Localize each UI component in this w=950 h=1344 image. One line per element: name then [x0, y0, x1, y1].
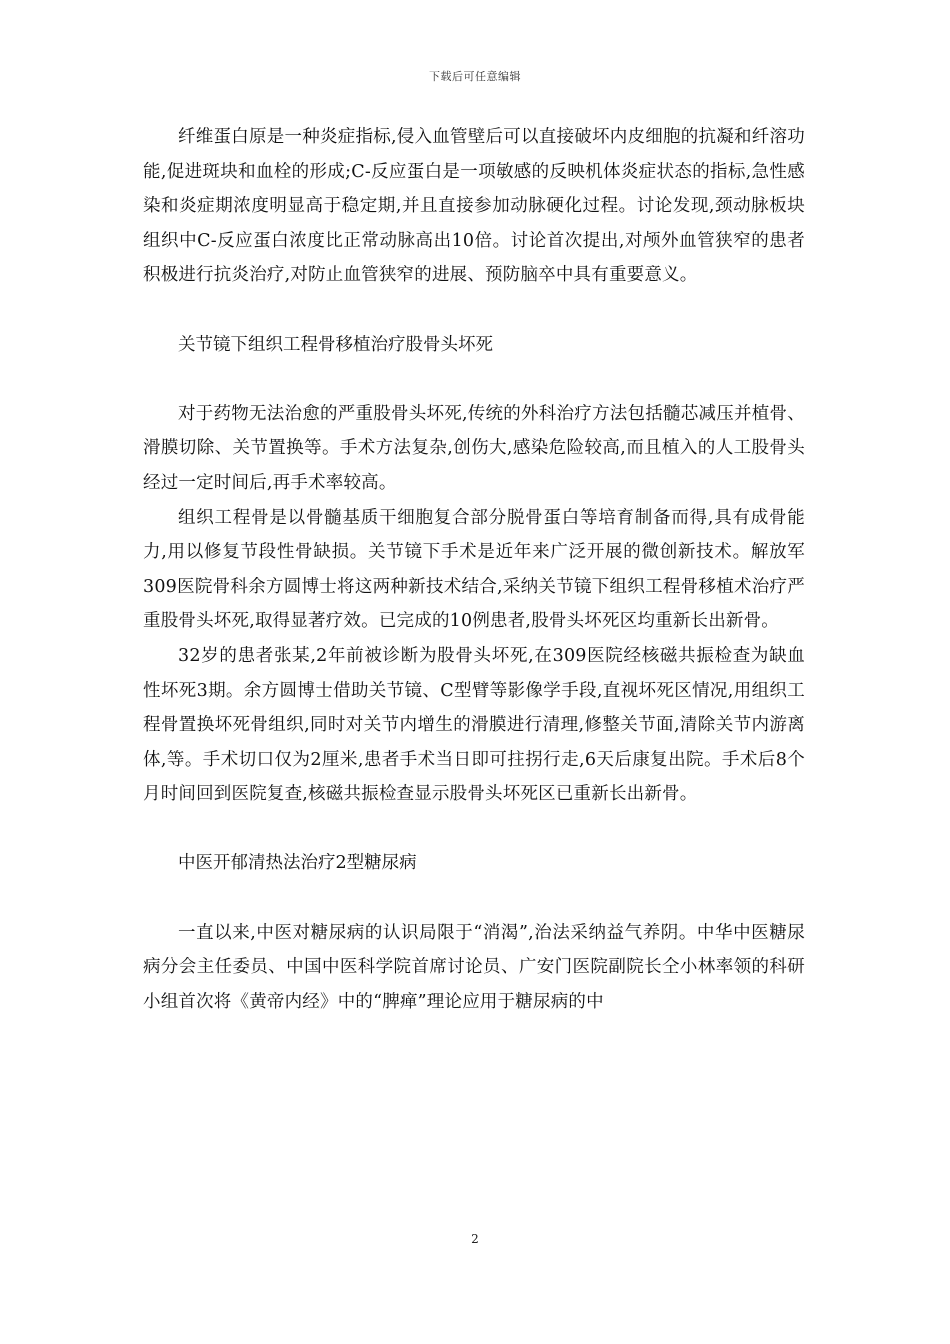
section-spacer — [143, 881, 805, 916]
page-header: 下载后可任意编辑 — [429, 70, 521, 83]
paragraph-inflammation-markers: 纤维蛋白原是一种炎症指标,侵入血管壁后可以直接破坏内皮细胞的抗凝和纤溶功能,促进斑块和血栓的形成;C-反应蛋白是一项敏感的反映机体炎症状态的指标,急性感染和炎症期浓度明显高于稳定期,并且直接参加动脉硬化过程。讨论发现,颈动脉板块组织中C-反应蛋白浓度比正常动脉高出10倍。讨论首次提出,对颅外血管狭窄的患者积极进行抗炎治疗,对防止血管狭窄的进展、预防脑卒中具有重要意义。 — [143, 127, 805, 286]
paragraph-traditional-treatment: 对于药物无法治愈的严重股骨头坏死,传统的外科治疗方法包括髓芯减压并植骨、滑膜切除、关节置换等。手术方法复杂,创伤大,感染危险较高,而且植入的人工股骨头经过一定时间后,再手术率较高。 — [143, 403, 805, 493]
page-number: 2 — [471, 1232, 479, 1246]
section-heading-arthroscopy: 关节镜下组织工程骨移植治疗股骨头坏死 — [178, 334, 493, 355]
paragraph-tissue-engineering: 组织工程骨是以骨髓基质干细胞复合部分脱骨蛋白等培育制备而得,具有成骨能力,用以修复节段性骨缺损。关节镜下手术是近年来广泛开展的微创新技术。解放军309医院骨科余方圆博士将这两种新技术结合,采纳关节镜下组织工程骨移植术治疗严重股骨头坏死,取得显著疗效。已完成的10例患者,股骨头坏死区均重新长出新骨。 — [143, 507, 805, 632]
section-heading-tcm-diabetes: 中医开郁清热法治疗2型糖尿病 — [178, 853, 417, 874]
paragraph-patient-case: 32岁的患者张某,2年前被诊断为股骨头坏死,在309医院经核磁共振检查为缺血性坏死3期。余方圆博士借助关节镜、C型臂等影像学手段,直视坏死区情况,用组织工程骨置换坏死骨组织,同时对关节内增生的滑膜进行清理,修整关节面,清除关节内游离体,等。手术切口仅为2厘米,患者手术当日即可拄拐行走,6天后康复出院。手术后8个月时间回到医院复查,核磁共振检查显示股骨头坏死区已重新长出新骨。 — [143, 645, 805, 805]
document-body — [143, 120, 805, 1019]
section-spacer — [143, 293, 805, 328]
section-spacer — [143, 362, 805, 397]
paragraph-tcm-diabetes: 一直以来,中医对糖尿病的认识局限于“消渴”,治法采纳益气养阴。中华中医糖尿病分会主任委员、中国中医科学院首席讨论员、广安门医院副院长仝小林率领的科研小组首次将《黄帝内经》中的“脾瘅”理论应用于糖尿病的中 — [143, 922, 805, 1012]
section-spacer — [143, 812, 805, 847]
